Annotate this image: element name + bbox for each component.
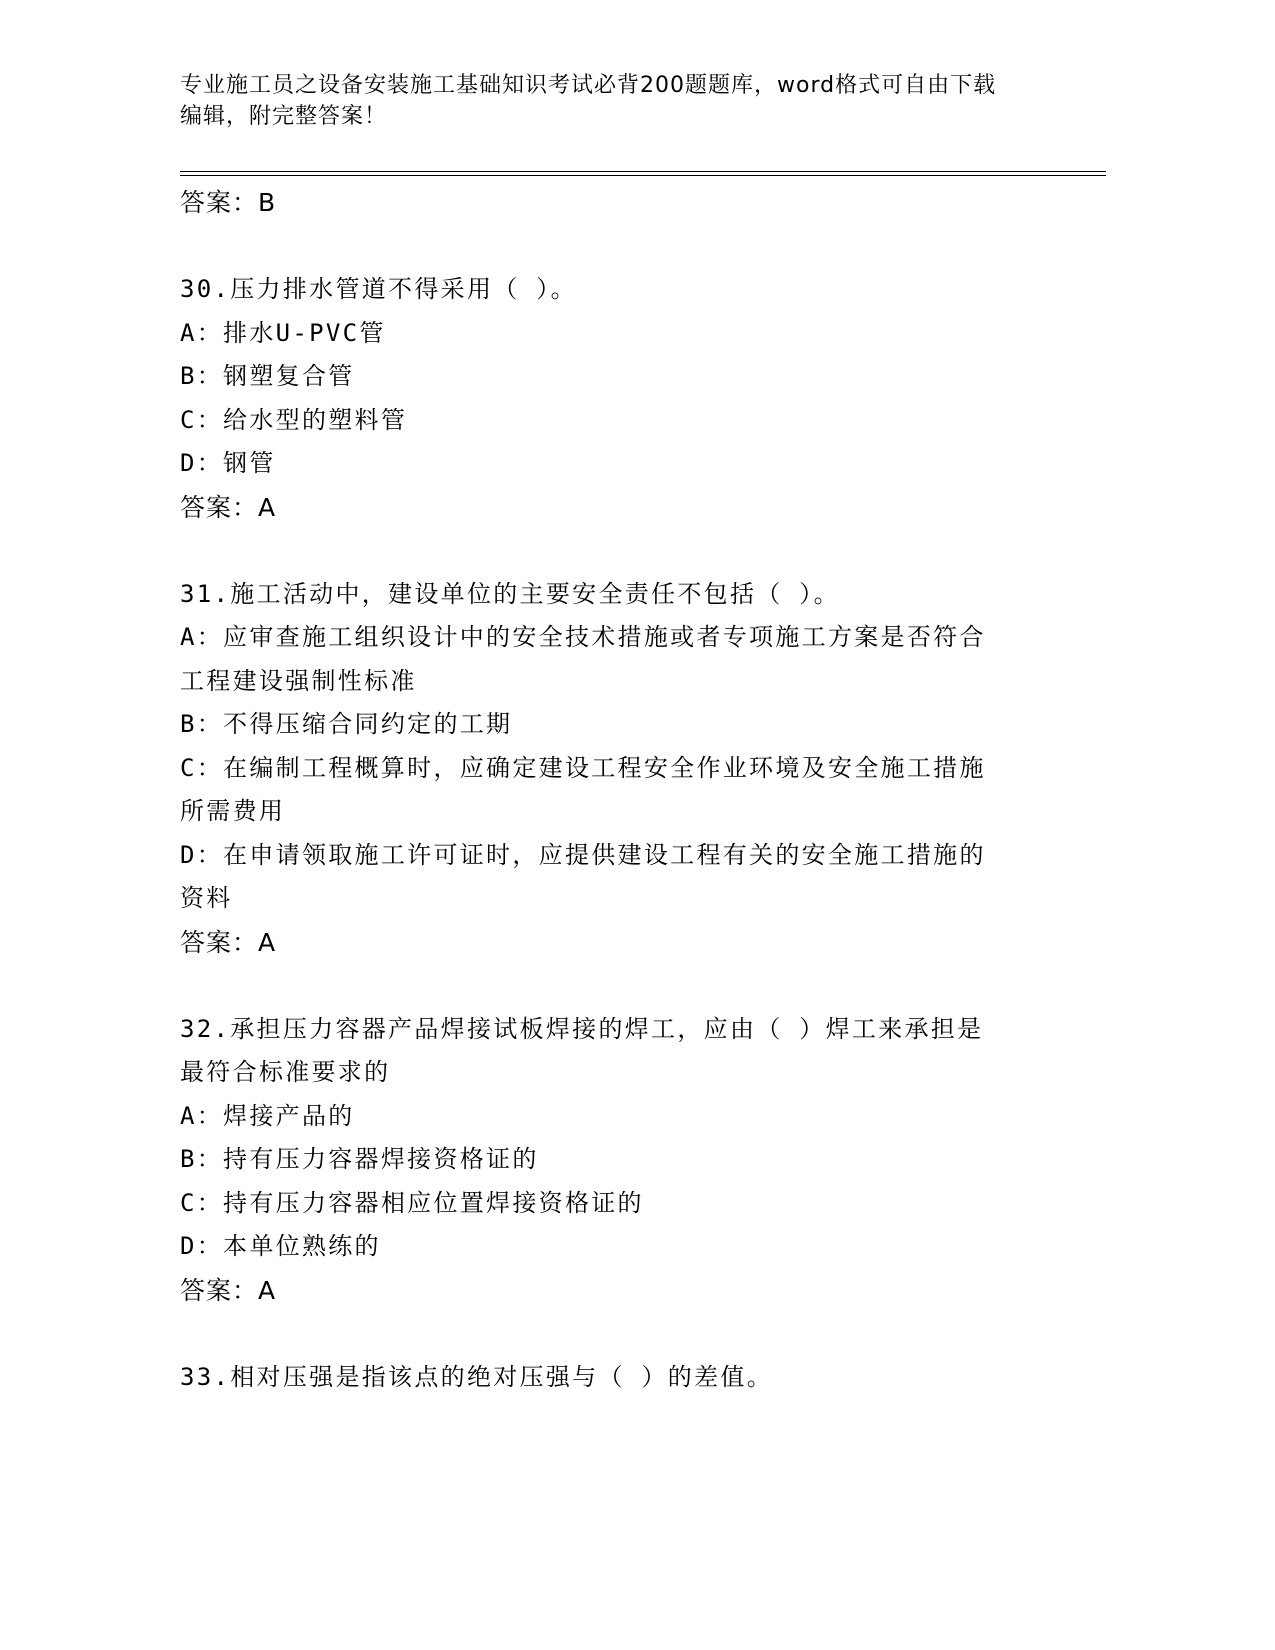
- question-stem-continued: 最符合标准要求的: [180, 1058, 391, 1086]
- question-stem: 33.相对压强是指该点的绝对压强与（ ）的差值。: [180, 1362, 773, 1391]
- document-body: [180, 181, 1040, 1399]
- previous-answer: 答案：B: [180, 188, 277, 217]
- question-stem: 31.施工活动中，建设单位的主要安全责任不包括（ ）。: [180, 579, 840, 608]
- answer: 答案：A: [180, 927, 277, 957]
- header-line-1: 专业施工员之设备安装施工基础知识考试必背200题题库，word格式可自由下载: [180, 73, 997, 98]
- option-d: D：钢管: [180, 449, 276, 477]
- option-b: B：不得压缩合同约定的工期: [180, 710, 513, 738]
- spacer: [180, 964, 1040, 1008]
- header-line-2: 编辑，附完整答案！: [180, 104, 388, 129]
- question-31: [180, 573, 1040, 965]
- option-c: C：给水型的塑料管: [180, 405, 408, 434]
- document-header: [180, 70, 1040, 132]
- option-c-continued: 所需费用: [180, 797, 286, 825]
- option-b: B：持有压力容器焊接资格证的: [180, 1145, 539, 1173]
- answer: 答案：A: [180, 492, 277, 522]
- option-d: D：本单位熟练的: [180, 1232, 381, 1260]
- spacer: [180, 1312, 1040, 1356]
- question-32: [180, 1008, 1040, 1313]
- option-a: A：排水U-PVC管: [180, 318, 386, 347]
- question-stem: 30.压力排水管道不得采用（ ）。: [180, 275, 577, 303]
- spacer: [180, 529, 1040, 573]
- question-33: [180, 1356, 1040, 1400]
- question-stem: 32.承担压力容器产品焊接试板焊接的焊工，应由（ ）焊工来承担是: [180, 1014, 984, 1043]
- answer: 答案：A: [180, 1275, 277, 1305]
- option-a: A：焊接产品的: [180, 1101, 355, 1130]
- option-d-continued: 资料: [180, 884, 233, 912]
- spacer: [180, 225, 1040, 269]
- option-c: C：在编制工程概算时，应确定建设工程安全作业环境及安全施工措施: [180, 753, 986, 782]
- option-b: B：钢塑复合管: [180, 362, 355, 390]
- option-a: A：应审查施工组织设计中的安全技术措施或者专项施工方案是否符合: [180, 623, 986, 651]
- option-c: C：持有压力容器相应位置焊接资格证的: [180, 1188, 644, 1217]
- header-rule-top: [180, 171, 1106, 172]
- option-a-continued: 工程建设强制性标准: [180, 666, 417, 695]
- header-rule-bottom: [180, 175, 1106, 176]
- question-30: [180, 268, 1040, 529]
- option-d: D：在申请领取施工许可证时，应提供建设工程有关的安全施工措施的: [180, 840, 986, 869]
